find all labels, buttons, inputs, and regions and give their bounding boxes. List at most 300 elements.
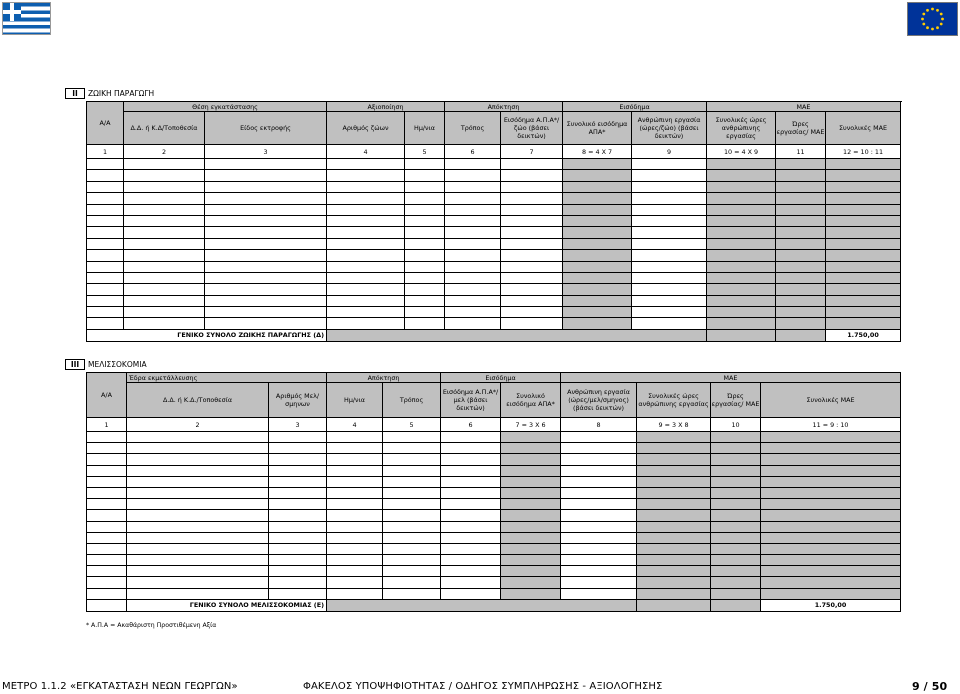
- empty-cell[interactable]: [127, 532, 269, 543]
- empty-cell[interactable]: [87, 510, 127, 521]
- empty-cell[interactable]: [445, 193, 501, 204]
- empty-cell[interactable]: [327, 454, 383, 465]
- empty-cell[interactable]: [205, 318, 327, 329]
- empty-cell[interactable]: [405, 295, 445, 306]
- empty-cell[interactable]: [707, 170, 776, 181]
- empty-cell[interactable]: [563, 307, 632, 318]
- empty-cell[interactable]: [445, 295, 501, 306]
- empty-cell[interactable]: [445, 227, 501, 238]
- empty-cell[interactable]: [327, 261, 405, 272]
- empty-cell[interactable]: [124, 193, 205, 204]
- empty-cell[interactable]: [441, 566, 501, 577]
- empty-cell[interactable]: [127, 499, 269, 510]
- empty-cell[interactable]: [205, 284, 327, 295]
- empty-cell[interactable]: [405, 318, 445, 329]
- empty-cell[interactable]: [127, 555, 269, 566]
- empty-cell[interactable]: [445, 159, 501, 170]
- empty-cell[interactable]: [405, 250, 445, 261]
- empty-cell[interactable]: [501, 577, 561, 588]
- empty-cell[interactable]: [761, 588, 901, 599]
- empty-cell[interactable]: [501, 227, 563, 238]
- empty-cell[interactable]: [711, 499, 761, 510]
- empty-cell[interactable]: [87, 227, 124, 238]
- empty-cell[interactable]: [826, 307, 901, 318]
- empty-cell[interactable]: [87, 295, 124, 306]
- empty-cell[interactable]: [87, 159, 124, 170]
- empty-cell[interactable]: [445, 250, 501, 261]
- empty-cell[interactable]: [707, 250, 776, 261]
- empty-cell[interactable]: [445, 170, 501, 181]
- empty-cell[interactable]: [501, 272, 563, 283]
- empty-cell[interactable]: [563, 318, 632, 329]
- empty-cell[interactable]: [383, 454, 441, 465]
- empty-cell[interactable]: [501, 295, 563, 306]
- empty-cell[interactable]: [205, 295, 327, 306]
- empty-cell[interactable]: [124, 215, 205, 226]
- empty-cell[interactable]: [205, 250, 327, 261]
- empty-cell[interactable]: [87, 170, 124, 181]
- empty-cell[interactable]: [87, 555, 127, 566]
- empty-cell[interactable]: [561, 532, 637, 543]
- empty-cell[interactable]: [445, 284, 501, 295]
- empty-cell[interactable]: [445, 307, 501, 318]
- empty-cell[interactable]: [563, 159, 632, 170]
- empty-cell[interactable]: [327, 284, 405, 295]
- empty-cell[interactable]: [405, 307, 445, 318]
- empty-cell[interactable]: [632, 215, 707, 226]
- empty-cell[interactable]: [501, 532, 561, 543]
- empty-cell[interactable]: [445, 318, 501, 329]
- empty-cell[interactable]: [826, 261, 901, 272]
- empty-cell[interactable]: [707, 318, 776, 329]
- empty-cell[interactable]: [205, 170, 327, 181]
- empty-cell[interactable]: [124, 227, 205, 238]
- empty-cell[interactable]: [87, 543, 127, 554]
- empty-cell[interactable]: [711, 443, 761, 454]
- empty-cell[interactable]: [383, 543, 441, 554]
- empty-cell[interactable]: [501, 566, 561, 577]
- empty-cell[interactable]: [563, 284, 632, 295]
- empty-cell[interactable]: [87, 443, 127, 454]
- empty-cell[interactable]: [327, 432, 383, 443]
- empty-cell[interactable]: [501, 454, 561, 465]
- empty-cell[interactable]: [761, 465, 901, 476]
- empty-cell[interactable]: [563, 215, 632, 226]
- empty-cell[interactable]: [327, 566, 383, 577]
- empty-cell[interactable]: [87, 476, 127, 487]
- empty-cell[interactable]: [405, 227, 445, 238]
- empty-cell[interactable]: [269, 588, 327, 599]
- empty-cell[interactable]: [205, 307, 327, 318]
- empty-cell[interactable]: [327, 295, 405, 306]
- empty-cell[interactable]: [563, 261, 632, 272]
- empty-cell[interactable]: [637, 532, 711, 543]
- empty-cell[interactable]: [501, 443, 561, 454]
- empty-cell[interactable]: [383, 521, 441, 532]
- empty-cell[interactable]: [269, 465, 327, 476]
- empty-cell[interactable]: [501, 499, 561, 510]
- empty-cell[interactable]: [501, 193, 563, 204]
- empty-cell[interactable]: [445, 261, 501, 272]
- empty-cell[interactable]: [761, 432, 901, 443]
- empty-cell[interactable]: [761, 521, 901, 532]
- empty-cell[interactable]: [707, 227, 776, 238]
- empty-cell[interactable]: [711, 476, 761, 487]
- empty-cell[interactable]: [563, 295, 632, 306]
- empty-cell[interactable]: [327, 170, 405, 181]
- empty-cell[interactable]: [561, 543, 637, 554]
- empty-cell[interactable]: [632, 250, 707, 261]
- empty-cell[interactable]: [776, 307, 826, 318]
- empty-cell[interactable]: [632, 193, 707, 204]
- empty-cell[interactable]: [441, 454, 501, 465]
- empty-cell[interactable]: [561, 510, 637, 521]
- empty-cell[interactable]: [383, 432, 441, 443]
- empty-cell[interactable]: [269, 487, 327, 498]
- empty-cell[interactable]: [124, 272, 205, 283]
- empty-cell[interactable]: [637, 432, 711, 443]
- empty-cell[interactable]: [561, 487, 637, 498]
- empty-cell[interactable]: [383, 443, 441, 454]
- empty-cell[interactable]: [632, 170, 707, 181]
- empty-cell[interactable]: [826, 193, 901, 204]
- empty-cell[interactable]: [826, 295, 901, 306]
- empty-cell[interactable]: [826, 250, 901, 261]
- empty-cell[interactable]: [269, 510, 327, 521]
- empty-cell[interactable]: [637, 465, 711, 476]
- empty-cell[interactable]: [383, 588, 441, 599]
- empty-cell[interactable]: [563, 170, 632, 181]
- empty-cell[interactable]: [327, 476, 383, 487]
- empty-cell[interactable]: [327, 193, 405, 204]
- empty-cell[interactable]: [761, 443, 901, 454]
- empty-cell[interactable]: [563, 272, 632, 283]
- empty-cell[interactable]: [327, 555, 383, 566]
- empty-cell[interactable]: [776, 204, 826, 215]
- empty-cell[interactable]: [561, 499, 637, 510]
- empty-cell[interactable]: [327, 443, 383, 454]
- empty-cell[interactable]: [127, 465, 269, 476]
- empty-cell[interactable]: [561, 577, 637, 588]
- empty-cell[interactable]: [127, 543, 269, 554]
- empty-cell[interactable]: [561, 476, 637, 487]
- empty-cell[interactable]: [383, 577, 441, 588]
- empty-cell[interactable]: [761, 555, 901, 566]
- empty-cell[interactable]: [761, 543, 901, 554]
- empty-cell[interactable]: [501, 432, 561, 443]
- empty-cell[interactable]: [711, 454, 761, 465]
- empty-cell[interactable]: [776, 227, 826, 238]
- empty-cell[interactable]: [269, 577, 327, 588]
- empty-cell[interactable]: [711, 566, 761, 577]
- empty-cell[interactable]: [711, 465, 761, 476]
- empty-cell[interactable]: [711, 577, 761, 588]
- empty-cell[interactable]: [127, 443, 269, 454]
- empty-cell[interactable]: [776, 284, 826, 295]
- empty-cell[interactable]: [501, 261, 563, 272]
- empty-cell[interactable]: [632, 227, 707, 238]
- empty-cell[interactable]: [441, 577, 501, 588]
- empty-cell[interactable]: [441, 476, 501, 487]
- empty-cell[interactable]: [637, 499, 711, 510]
- empty-cell[interactable]: [405, 215, 445, 226]
- empty-cell[interactable]: [124, 238, 205, 249]
- empty-cell[interactable]: [632, 318, 707, 329]
- empty-cell[interactable]: [87, 454, 127, 465]
- empty-cell[interactable]: [501, 181, 563, 192]
- empty-cell[interactable]: [776, 295, 826, 306]
- empty-cell[interactable]: [269, 521, 327, 532]
- empty-cell[interactable]: [405, 284, 445, 295]
- empty-cell[interactable]: [637, 521, 711, 532]
- empty-cell[interactable]: [637, 454, 711, 465]
- empty-cell[interactable]: [707, 215, 776, 226]
- empty-cell[interactable]: [269, 555, 327, 566]
- empty-cell[interactable]: [87, 272, 124, 283]
- empty-cell[interactable]: [501, 588, 561, 599]
- empty-cell[interactable]: [269, 443, 327, 454]
- empty-cell[interactable]: [127, 510, 269, 521]
- empty-cell[interactable]: [761, 499, 901, 510]
- empty-cell[interactable]: [501, 318, 563, 329]
- empty-cell[interactable]: [327, 577, 383, 588]
- empty-cell[interactable]: [501, 250, 563, 261]
- empty-cell[interactable]: [87, 588, 127, 599]
- empty-cell[interactable]: [127, 432, 269, 443]
- empty-cell[interactable]: [445, 272, 501, 283]
- empty-cell[interactable]: [124, 307, 205, 318]
- empty-cell[interactable]: [327, 510, 383, 521]
- empty-cell[interactable]: [441, 487, 501, 498]
- empty-cell[interactable]: [87, 566, 127, 577]
- empty-cell[interactable]: [761, 532, 901, 543]
- empty-cell[interactable]: [441, 443, 501, 454]
- empty-cell[interactable]: [632, 284, 707, 295]
- empty-cell[interactable]: [327, 532, 383, 543]
- empty-cell[interactable]: [87, 521, 127, 532]
- empty-cell[interactable]: [327, 543, 383, 554]
- empty-cell[interactable]: [205, 215, 327, 226]
- empty-cell[interactable]: [761, 510, 901, 521]
- empty-cell[interactable]: [327, 588, 383, 599]
- empty-cell[interactable]: [826, 215, 901, 226]
- empty-cell[interactable]: [124, 318, 205, 329]
- empty-cell[interactable]: [269, 499, 327, 510]
- empty-cell[interactable]: [563, 193, 632, 204]
- empty-cell[interactable]: [87, 193, 124, 204]
- empty-cell[interactable]: [761, 476, 901, 487]
- empty-cell[interactable]: [707, 181, 776, 192]
- empty-cell[interactable]: [561, 521, 637, 532]
- empty-cell[interactable]: [127, 487, 269, 498]
- empty-cell[interactable]: [87, 307, 124, 318]
- empty-cell[interactable]: [711, 532, 761, 543]
- empty-cell[interactable]: [707, 193, 776, 204]
- empty-cell[interactable]: [561, 566, 637, 577]
- empty-cell[interactable]: [776, 318, 826, 329]
- empty-cell[interactable]: [632, 181, 707, 192]
- empty-cell[interactable]: [87, 250, 124, 261]
- empty-cell[interactable]: [405, 159, 445, 170]
- empty-cell[interactable]: [87, 532, 127, 543]
- empty-cell[interactable]: [637, 543, 711, 554]
- empty-cell[interactable]: [637, 510, 711, 521]
- empty-cell[interactable]: [826, 181, 901, 192]
- empty-cell[interactable]: [327, 204, 405, 215]
- empty-cell[interactable]: [501, 159, 563, 170]
- empty-cell[interactable]: [327, 215, 405, 226]
- empty-cell[interactable]: [826, 284, 901, 295]
- empty-cell[interactable]: [405, 170, 445, 181]
- empty-cell[interactable]: [127, 577, 269, 588]
- empty-cell[interactable]: [383, 510, 441, 521]
- empty-cell[interactable]: [711, 432, 761, 443]
- empty-cell[interactable]: [269, 432, 327, 443]
- empty-cell[interactable]: [826, 227, 901, 238]
- empty-cell[interactable]: [501, 204, 563, 215]
- empty-cell[interactable]: [87, 238, 124, 249]
- empty-cell[interactable]: [637, 476, 711, 487]
- empty-cell[interactable]: [632, 159, 707, 170]
- empty-cell[interactable]: [441, 465, 501, 476]
- empty-cell[interactable]: [711, 521, 761, 532]
- empty-cell[interactable]: [561, 588, 637, 599]
- empty-cell[interactable]: [87, 215, 124, 226]
- empty-cell[interactable]: [405, 204, 445, 215]
- empty-cell[interactable]: [383, 487, 441, 498]
- empty-cell[interactable]: [383, 555, 441, 566]
- empty-cell[interactable]: [205, 193, 327, 204]
- empty-cell[interactable]: [826, 318, 901, 329]
- empty-cell[interactable]: [632, 307, 707, 318]
- empty-cell[interactable]: [124, 284, 205, 295]
- empty-cell[interactable]: [269, 476, 327, 487]
- empty-cell[interactable]: [826, 159, 901, 170]
- empty-cell[interactable]: [87, 577, 127, 588]
- empty-cell[interactable]: [87, 181, 124, 192]
- empty-cell[interactable]: [501, 238, 563, 249]
- empty-cell[interactable]: [501, 307, 563, 318]
- empty-cell[interactable]: [501, 543, 561, 554]
- empty-cell[interactable]: [205, 181, 327, 192]
- empty-cell[interactable]: [632, 295, 707, 306]
- empty-cell[interactable]: [707, 284, 776, 295]
- empty-cell[interactable]: [707, 204, 776, 215]
- empty-cell[interactable]: [127, 566, 269, 577]
- empty-cell[interactable]: [441, 543, 501, 554]
- empty-cell[interactable]: [826, 204, 901, 215]
- empty-cell[interactable]: [501, 555, 561, 566]
- empty-cell[interactable]: [127, 588, 269, 599]
- empty-cell[interactable]: [124, 250, 205, 261]
- empty-cell[interactable]: [561, 432, 637, 443]
- empty-cell[interactable]: [707, 238, 776, 249]
- empty-cell[interactable]: [445, 181, 501, 192]
- empty-cell[interactable]: [87, 487, 127, 498]
- empty-cell[interactable]: [124, 159, 205, 170]
- empty-cell[interactable]: [124, 295, 205, 306]
- empty-cell[interactable]: [87, 465, 127, 476]
- empty-cell[interactable]: [327, 307, 405, 318]
- empty-cell[interactable]: [405, 238, 445, 249]
- empty-cell[interactable]: [124, 181, 205, 192]
- empty-cell[interactable]: [269, 543, 327, 554]
- empty-cell[interactable]: [561, 465, 637, 476]
- empty-cell[interactable]: [563, 181, 632, 192]
- empty-cell[interactable]: [637, 487, 711, 498]
- empty-cell[interactable]: [501, 170, 563, 181]
- empty-cell[interactable]: [405, 272, 445, 283]
- empty-cell[interactable]: [776, 261, 826, 272]
- empty-cell[interactable]: [761, 487, 901, 498]
- empty-cell[interactable]: [776, 272, 826, 283]
- empty-cell[interactable]: [269, 566, 327, 577]
- empty-cell[interactable]: [445, 238, 501, 249]
- empty-cell[interactable]: [383, 476, 441, 487]
- empty-cell[interactable]: [87, 432, 127, 443]
- empty-cell[interactable]: [637, 443, 711, 454]
- empty-cell[interactable]: [761, 454, 901, 465]
- empty-cell[interactable]: [561, 454, 637, 465]
- empty-cell[interactable]: [327, 238, 405, 249]
- empty-cell[interactable]: [383, 532, 441, 543]
- empty-cell[interactable]: [87, 261, 124, 272]
- empty-cell[interactable]: [761, 566, 901, 577]
- empty-cell[interactable]: [501, 476, 561, 487]
- empty-cell[interactable]: [87, 499, 127, 510]
- empty-cell[interactable]: [205, 227, 327, 238]
- empty-cell[interactable]: [205, 159, 327, 170]
- empty-cell[interactable]: [632, 261, 707, 272]
- empty-cell[interactable]: [441, 532, 501, 543]
- empty-cell[interactable]: [632, 272, 707, 283]
- empty-cell[interactable]: [776, 250, 826, 261]
- empty-cell[interactable]: [776, 181, 826, 192]
- empty-cell[interactable]: [87, 284, 124, 295]
- empty-cell[interactable]: [327, 227, 405, 238]
- empty-cell[interactable]: [441, 555, 501, 566]
- empty-cell[interactable]: [826, 238, 901, 249]
- empty-cell[interactable]: [707, 272, 776, 283]
- empty-cell[interactable]: [776, 215, 826, 226]
- empty-cell[interactable]: [405, 261, 445, 272]
- empty-cell[interactable]: [563, 204, 632, 215]
- empty-cell[interactable]: [127, 521, 269, 532]
- empty-cell[interactable]: [711, 487, 761, 498]
- empty-cell[interactable]: [711, 555, 761, 566]
- empty-cell[interactable]: [501, 215, 563, 226]
- empty-cell[interactable]: [383, 465, 441, 476]
- empty-cell[interactable]: [826, 170, 901, 181]
- empty-cell[interactable]: [127, 476, 269, 487]
- empty-cell[interactable]: [707, 307, 776, 318]
- empty-cell[interactable]: [383, 499, 441, 510]
- empty-cell[interactable]: [87, 318, 124, 329]
- empty-cell[interactable]: [441, 510, 501, 521]
- empty-cell[interactable]: [327, 487, 383, 498]
- empty-cell[interactable]: [445, 204, 501, 215]
- empty-cell[interactable]: [124, 261, 205, 272]
- empty-cell[interactable]: [563, 250, 632, 261]
- empty-cell[interactable]: [441, 499, 501, 510]
- empty-cell[interactable]: [776, 238, 826, 249]
- empty-cell[interactable]: [637, 555, 711, 566]
- empty-cell[interactable]: [637, 588, 711, 599]
- empty-cell[interactable]: [445, 215, 501, 226]
- empty-cell[interactable]: [561, 555, 637, 566]
- empty-cell[interactable]: [441, 432, 501, 443]
- empty-cell[interactable]: [561, 443, 637, 454]
